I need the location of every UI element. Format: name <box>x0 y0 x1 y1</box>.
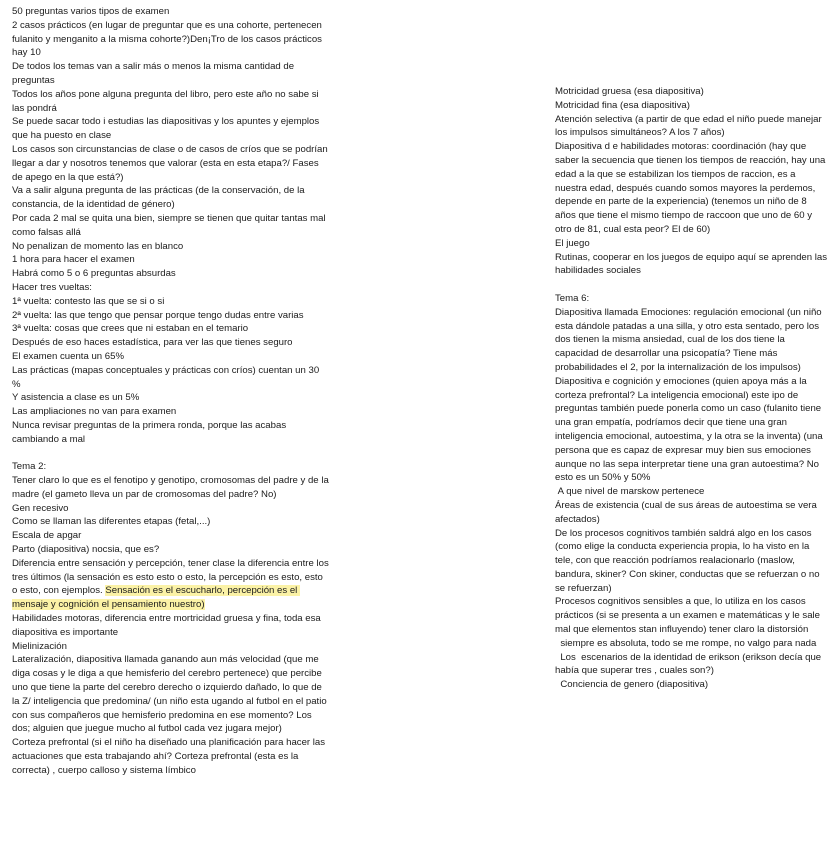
note-line: Hacer tres vueltas: <box>12 281 92 293</box>
tema6-heading: Tema 6: <box>555 292 590 304</box>
note-line: Escala de apgar <box>12 530 82 542</box>
note-line: 50 preguntas varios tipos de examen <box>12 6 170 17</box>
note-line: 2ª vuelta: las que tengo que pensar porque tengo dudas entre varias <box>12 309 304 321</box>
highlighted-text: Sensación es el escucharlo, percepción es el mensaje y cognición el pensamiento nuestro) <box>12 585 300 611</box>
note-line: Diapositiva e cognición y emociones (quien apoya más a la corteza prefrontal? La inteligencia emocional) este ipo de preguntas también puede ponerla como un caso (fulanito tiene una gran empatía, podríamos decir que tiene una gran inteligencia emocional, autoestima, y la otra se la inventa) (una persona que es capaz de expresar muy bien sus emociones aunque no las sepa interpretar tiene una gran autoestima? No esto es un 50% y 50% <box>555 375 826 484</box>
tema2-heading: Tema 2: <box>12 461 47 473</box>
section-gap <box>555 278 827 292</box>
note-line: Va a salir alguna pregunta de las prácticas (de la conservación, de la constancia, de la identidad de género) <box>12 185 308 211</box>
tema2-notes <box>12 474 330 557</box>
note-line: El examen cuenta un 65% <box>12 350 125 362</box>
note-line: Tener claro lo que es el fenotipo y genotipo, cromosomas del padre y de la madre (el gameto lleva un par de cromosomas del padre? No) <box>12 475 332 500</box>
note-line: Conciencia de genero (diapositiva) <box>555 679 709 691</box>
note-line: Corteza prefrontal (si el niño ha diseñado una planificación para hacer las actuaciones que esta trabajando ahí? Corteza prefrontal (esta es la correcta) , cuerpo calloso y sistema límbico <box>12 737 328 776</box>
note-line: Mielinización <box>12 640 67 652</box>
section-gap <box>12 447 330 461</box>
left-notes-column <box>12 5 330 778</box>
note-line: No penalizan de momento las en blanco <box>12 240 184 252</box>
note-line: Los casos son circunstancias de clase o de casos de críos que se podrían llegar a dar y nosotros tenemos que valorar (esta en esta etapa?/ Fases de apego en la que está?) <box>12 143 331 183</box>
motor-notes <box>555 85 830 278</box>
note-line: Diapositiva llamada Emociones: regulación emocional (un niño esta dándole patadas a una silla, y otro esta sentado, pero los dos tienen la misma ansiedad, cual de los dos tiene la capacidad de desarrollar una psicopatía? Tiene más probabilidades el 2, por la internalización de los impulsos) <box>555 306 825 373</box>
note-line: A que nivel de marskow pertenece <box>555 486 705 498</box>
note-line: Los escenarios de la identidad de erikson (erikson decía que había que superar tres , cuales son?) <box>555 651 827 677</box>
sensation-perception-note <box>12 557 330 612</box>
note-line: Como se llaman las diferentes etapas (fetal,...) <box>12 516 211 528</box>
note-line: 1 hora para hacer el examen <box>12 254 135 266</box>
note-line: Las prácticas (mapas conceptuales y prácticas con críos) cuentan un 30 % <box>12 364 322 390</box>
note-line: Después de eso haces estadística, para ver las que tienes seguro <box>12 337 293 349</box>
note-line: Todos los años pone alguna pregunta del libro, pero este año no sabe si las pondrá <box>12 88 322 114</box>
note-line: Procesos cognitivos sensibles a que, lo utiliza en los casos prácticos (si se presenta a un examen e matemáticas y le sale mal que elementos stan influyendo) tener claro la distorsión <box>555 596 823 636</box>
note-line: El juego <box>555 237 590 249</box>
note-line: De los procesos cognitivos también saldrá algo en los casos (como elige la conducta experiencia propia, lo ha visto en la tele, con que reacción podríamos realacionarlo (maslow, bandura, skiner? Con skiner, conductas que se refuerzan o no se refuerzan) <box>555 527 823 594</box>
sensation-plain-text: Diferencia entre sensación y percepción, tener clase la diferencia entre los tres últimos (la sensación es esto esto o esto, la percepción es esto, esto o esto, con ejemplos. <box>12 557 332 597</box>
tema6-notes <box>555 306 827 692</box>
note-line: 1ª vuelta: contesto las que se si o si <box>12 295 165 307</box>
note-line: Las ampliaciones no van para examen <box>12 406 177 418</box>
note-line: Habrá como 5 o 6 preguntas absurdas <box>12 268 176 280</box>
note-line: Motricidad fina (esa diapositiva) <box>555 99 690 111</box>
note-line: Motricidad gruesa (esa diapositiva) <box>555 86 704 97</box>
note-line: 3ª vuelta: cosas que crees que ni estaban en el temario <box>12 323 249 335</box>
note-line: Diapositiva d e habilidades motoras: coordinación (hay que saber la secuencia que tienen los tiempos de reacción, hay una edad a la que se estabilizan los tiempos de raccion, es a nuestra edad, después cuando somos mayores la perdemos, depende en parte de la experiencia) (tenemos un niño de 8 años que tiene el mismo tiempo de raccoon que uno de 60 y otro de 81, cual esta peor? El de 60) <box>555 141 829 235</box>
note-line: Gen recesivo <box>12 502 69 514</box>
note-line: Se puede sacar todo i estudias las diapositivas y los apuntes y ejemplos que ha puesto en clase <box>12 116 322 142</box>
right-notes-column <box>555 85 830 692</box>
note-line: Atención selectiva (a partir de que edad el niño puede manejar los impulsos simultáneos? A los 7 años) <box>555 113 825 139</box>
note-line: Rutinas, cooperar en los juegos de equipo aquí se aprenden las habilidades sociales <box>555 251 830 277</box>
note-line: siempre es absoluta, todo se me rompe, no valgo para nada <box>555 637 817 649</box>
note-line: Áreas de existencia (cual de sus áreas de autoestima se vera afectados) <box>555 499 820 525</box>
note-line: De todos los temas van a salir más o menos la misma cantidad de preguntas <box>12 61 297 86</box>
tema2-more-notes <box>12 612 330 778</box>
note-line: Parto (diapositiva) nocsia, que es? <box>12 544 160 556</box>
note-line: Por cada 2 mal se quita una bien, siempre se tienen que quitar tantas mal como falsas allá <box>12 212 329 238</box>
note-line: Lateralización, diapositiva llamada ganando aun más velocidad (que me diga cosas y le diga a que hemisferio del cerebro pertenece) que percibe uno que tiene la parte del cerebro derecho o izquierdo dañado, lo que de la Z/ inteligencia que predomina/ (un niño esta ugando al futbol en el patio con sus compañeros que hemisferio predomina en ese momento? Los dos; alguien que juegue mucho al futbol cada vez jugara mejor) <box>12 654 330 735</box>
note-line: Y asistencia a clase es un 5% <box>12 392 140 404</box>
exam-info-notes <box>12 5 330 447</box>
note-line: Nunca revisar preguntas de la primera ronda, porque las acabas cambiando a mal <box>12 419 289 445</box>
note-line: Habilidades motoras, diferencia entre mortricidad gruesa y fina, toda esa diapositiva es importante <box>12 613 324 638</box>
note-line: 2 casos prácticos (en lugar de preguntar que es una cohorte, pertenecen fulanito y menganito a la misma cohorte?)Den¡Tro de los casos prácticos hay 10 <box>12 19 325 59</box>
